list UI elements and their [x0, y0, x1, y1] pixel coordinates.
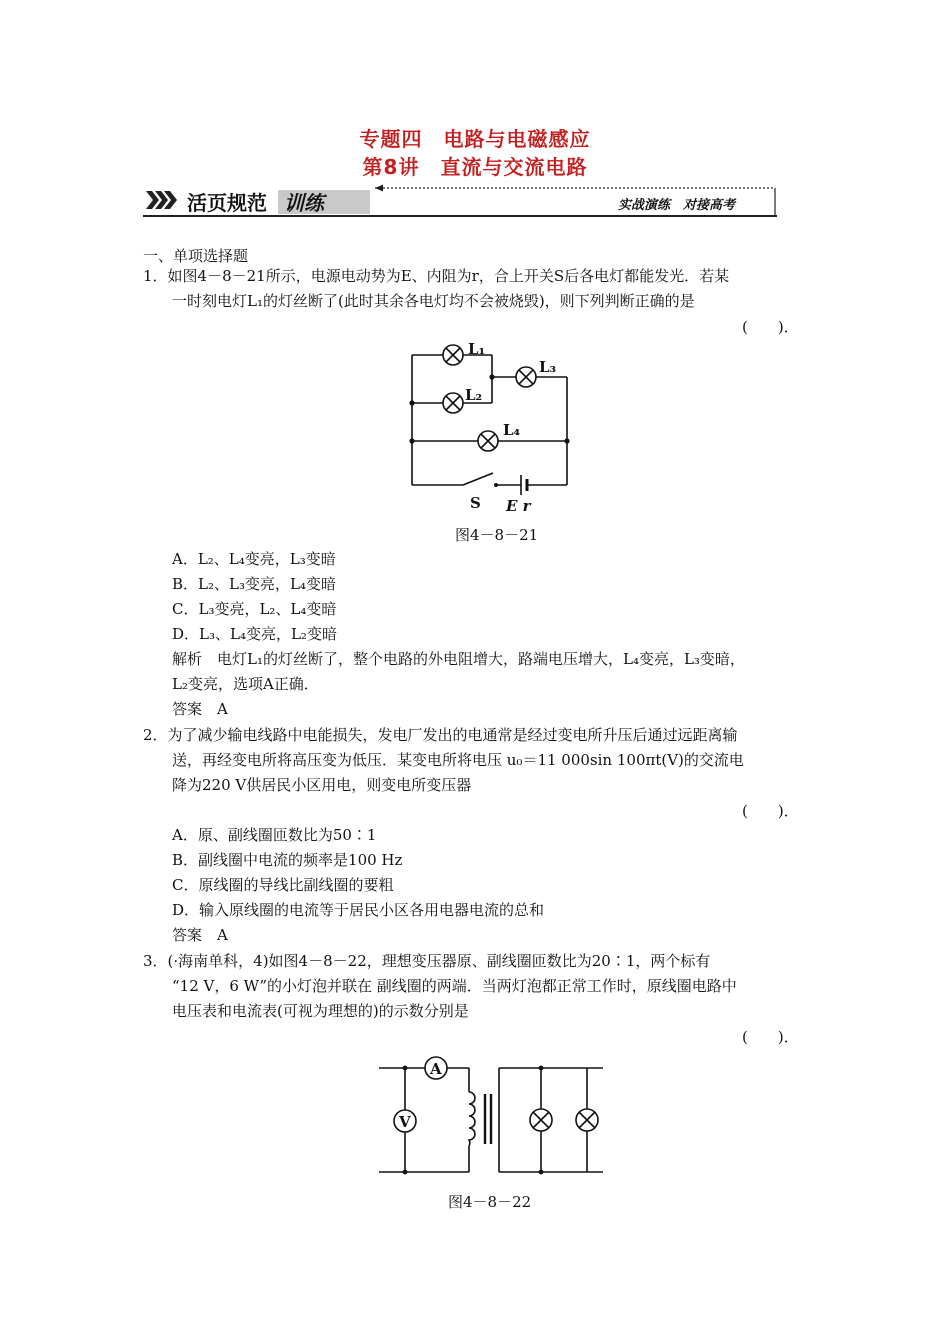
lamp-l4-icon — [478, 431, 498, 451]
circuit-diagram-1 — [395, 330, 585, 515]
q2-option-d: D．输入原线圈的电流等于居民小区各用电器电流的总和 — [172, 901, 545, 919]
ammeter-label: A — [430, 1060, 442, 1078]
label-l2: L₂ — [465, 386, 483, 404]
q2-option-a: A．原、副线圈匝数比为50∶1 — [172, 826, 377, 844]
q3-figure-caption: 图4－8－22 — [448, 1193, 532, 1211]
q2-option-b: B．副线圈中电流的频率是100 Hz — [172, 851, 403, 869]
lamp-2-icon — [576, 1109, 598, 1131]
label-l1: L₁ — [468, 340, 486, 358]
figure-4-8-22 — [375, 1052, 615, 1182]
section-title: 一、单项选择题 — [143, 247, 249, 265]
banner-arrow-icon — [375, 185, 383, 192]
q2-option-c: C．原线圈的导线比副线圈的要粗 — [172, 876, 394, 894]
q3-paren: ( )． — [742, 1028, 799, 1046]
q1-analysis-line1: 解析 电灯L₁的灯丝断了，整个电路的外电阻增大，路端电压增大，L₄变亮，L₃变暗， — [172, 650, 745, 668]
q1-option-b: B．L₂、L₃变亮，L₄变暗 — [172, 575, 336, 593]
q3-line2: “12 V，6 W”的小灯泡并联在 副线圈的两端．当两灯泡都正常工作时，原线圈电路中 — [172, 977, 737, 995]
figure-4-8-21 — [395, 330, 585, 515]
lamp-l1-icon — [443, 345, 463, 365]
q1-paren: ( )． — [742, 318, 799, 336]
q1-line1: 1．如图4－8－21所示，电源电动势为E、内阻为r，合上开关S后各电灯都能发光．若某 — [143, 267, 730, 285]
chevrons-icon — [146, 191, 177, 209]
q2-answer: 答案 A — [172, 926, 228, 944]
transformer-core-icon — [485, 1094, 491, 1144]
q3-line1: 3．(·海南单科，4)如图4－8－22，理想变压器原、副线圈匝数比为20∶1，两个标有 — [143, 952, 711, 970]
q1-figure-caption: 图4－8－21 — [455, 526, 539, 544]
lamp-l2-icon — [443, 393, 463, 413]
label-er: E r — [506, 497, 531, 515]
q1-option-c: C．L₃变亮，L₂、L₄变暗 — [172, 600, 337, 618]
title-line2: 第8讲 直流与交流电路 — [362, 155, 588, 179]
q2-paren: ( )． — [742, 802, 799, 820]
lamp-1-icon — [530, 1109, 552, 1131]
title-line1: 专题四 电路与电磁感应 — [359, 127, 591, 151]
voltmeter-label: V — [399, 1113, 411, 1131]
q2-line1: 2．为了减少输电线路中电能损失，发电厂发出的电通常是经过变电所升压后通过远距离输 — [143, 726, 738, 744]
q2-line3: 降为220 V供居民小区用电，则变电所变压器 — [172, 776, 472, 794]
banner — [143, 183, 778, 219]
banner-slogan: 实战演练 对接高考 — [618, 198, 736, 213]
lamp-l3-icon — [516, 367, 536, 387]
label-l3: L₃ — [539, 358, 557, 376]
banner-graphic — [143, 183, 778, 219]
label-s: S — [470, 494, 481, 512]
banner-label-box: 训练 — [284, 191, 324, 215]
q1-line2: 一时刻电灯L₁的灯丝断了(此时其余各电灯均不会被烧毁)，则下列判断正确的是 — [172, 292, 695, 310]
q3-line3: 电压表和电流表(可视为理想的)的示数分别是 — [172, 1002, 469, 1020]
label-l4: L₄ — [503, 421, 521, 439]
q2-line2: 送，再经变电所将高压变为低压．某变电所将电压 u₀＝11 000sin 100πt(V)的交流电 — [172, 751, 744, 769]
banner-label: 活页规范 — [187, 191, 267, 215]
q1-answer: 答案 A — [172, 700, 228, 718]
transformer-diagram — [375, 1052, 615, 1182]
q1-option-a: A．L₂、L₄变亮，L₃变暗 — [172, 550, 336, 568]
q1-analysis-line2: L₂变亮，选项A正确． — [172, 675, 319, 693]
q1-option-d: D．L₃、L₄变亮，L₂变暗 — [172, 625, 337, 643]
